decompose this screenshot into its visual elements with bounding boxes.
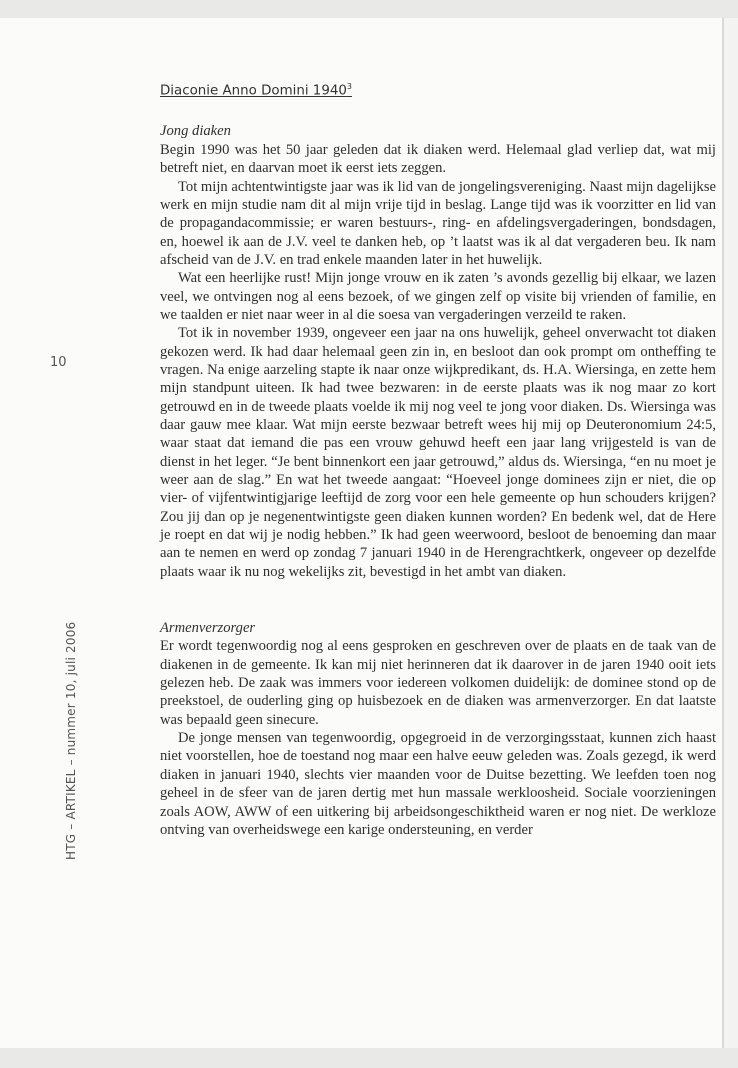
paragraph: Wat een heerlijke rust! Mijn jonge vrouw en ik zaten ’s avonds gezellig bij elkaar, we lazen veel, we ontvingen nog al eens bezoek, of we gingen zelf op visite bij vrienden of familie, en we taalden er niet naar weer in al die soesa van vergaderingen verzeild te raken. — [160, 270, 716, 323]
paragraph: Tot ik in november 1939, ongeveer een jaar na ons huwelijk, geheel onverwacht tot diaken gekozen werd. Ik had daar helemaal geen zin in, en besloot dan ook prompt om ontheffing te vragen. Na enige aarzeling stapte ik naar onze wijkpredikant, ds. H.A. Wiersinga, en zette hem mijn standpunt uiteen. Ik had twee bezwaren: in de eerste plaats was ik nog maar zo kort getrouwd en in de tweede plaats voelde ik mij nog veel te jong voor diaken. Ds. Wiersinga was daar gauw mee klaar. Wat mijn eerste bezwaar betreft wees hij mij op Deuteronomium 24:5, waar staat dat iemand die pas een vrouw gehuwd heeft een jaar lang vrijgesteld is van de dienst in het leger. “Je bent binnenkort een jaar getrouwd,” aldus ds. Wiersinga, “en nu moet je weer aan de slag.” En wat het tweede aangaat: “Hoeveel jonge dominees zijn er niet, die op vier- of vijfentwintigjarige leeftijd de zorg voor een hele gemeente op hun schouders krijgen? Zou jij dan op je negenentwintigste geen diaken kunnen worden? En bedenk wel, dat de Here je roept en dat wij je nodig hebben.” Ik had geen weerwoord, besloot de benoeming dan maar aan te nemen en werd op zondag 7 januari 1940 in de Herengrachtkerk, ongeveer op dezelfde plaats waar ik nu nog wekelijks zit, bevestigd in het ambt van diaken. — [160, 325, 716, 580]
article-title-text: Diaconie Anno Domini 1940 — [160, 83, 347, 99]
running-side-header: HTG – ARTIKEL – nummer 10, juli 2006 — [64, 621, 78, 860]
article-body — [160, 78, 716, 839]
paragraph: Tot mijn achtentwintigste jaar was ik lid van de jongelingsvereniging. Naast mijn dagelijkse werk en mijn studie nam dit al mijn vrije tijd in beslag. Lange tijd was ik voorzitter en lid van de propagandacommissie; er waren bestuurs-, ring- en afdelingsvergaderingen, bondsdagen, en, hoewel ik aan de J.V. veel te danken heb, op ’t laatst was ik al dat vergaderen beu. Ik nam afscheid van de J.V. en trad enkele maanden later in het huwelijk. — [160, 178, 716, 268]
section-heading-jong-diaken: Jong diaken — [160, 123, 231, 140]
paragraph: De jonge mensen van tegenwoordig, opgegroeid in de verzorgingsstaat, kunnen zich haast niet voorstellen, hoe de toestand nog maar een halve eeuw geleden was. Zoals gezegd, ik werd diaken in januari 1940, slechts vier maanden voor de Duitse bezetting. We leefden toen nog geheel in de sfeer van de jaren dertig met hun massale werkloosheid. Sociale voorzieningen zoals AOW, AWW of een uitkering bij arbeidsongeschiktheid waren er nog niet. De werkloze ontving van overheidswege een karige ondersteuning, en verder — [160, 730, 716, 838]
section-heading-armenverzorger: Armenverzorger — [160, 620, 256, 637]
article-title — [160, 78, 716, 100]
title-footnote-marker: 3 — [346, 82, 352, 91]
paragraph: Er wordt tegenwoordig nog al eens gesproken en geschreven over de plaats en de taak van de diakenen in de gemeente. Ik kan mij niet herinneren dat ik daarover in de jaren 1940 ooit iets gelezen heb. De zaak was immers voor iedereen volkomen duidelijk: de dominee stond op de preekstoel, de ouderling ging op huisbezoek en de diaken was armenverzorger. En dat laatste was bepaald geen sinecure. — [160, 638, 716, 728]
paragraph: Begin 1990 was het 50 jaar geleden dat ik diaken werd. Helemaal glad verliep dat, wat mij betreft niet, en daarvan moet ik eerst iets zeggen. — [160, 141, 716, 177]
scan-margin — [724, 18, 738, 1048]
page-number: 10 — [50, 355, 67, 370]
